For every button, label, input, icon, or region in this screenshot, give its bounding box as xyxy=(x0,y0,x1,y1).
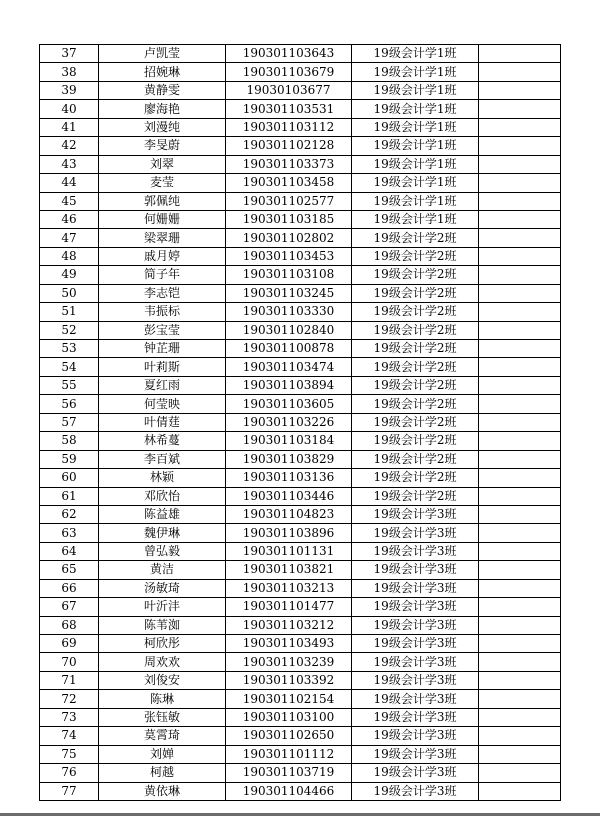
class-name-cell: 19级会计学2班 xyxy=(352,303,479,321)
class-name-cell: 19级会计学3班 xyxy=(352,671,479,689)
class-name-cell: 19级会计学1班 xyxy=(352,174,479,192)
row-number-cell: 53 xyxy=(40,340,99,358)
table-row xyxy=(40,395,561,413)
student-name-cell: 周欢欢 xyxy=(99,653,226,671)
blank-cell xyxy=(479,671,561,689)
table-row xyxy=(40,137,561,155)
row-number-cell: 64 xyxy=(40,542,99,560)
row-number-cell: 50 xyxy=(40,284,99,302)
student-id-cell: 190301103896 xyxy=(226,524,352,542)
row-number-cell: 54 xyxy=(40,358,99,376)
blank-cell xyxy=(479,340,561,358)
blank-cell xyxy=(479,487,561,505)
student-name-cell: 曾弘毅 xyxy=(99,542,226,560)
row-number-cell: 71 xyxy=(40,671,99,689)
class-name-cell: 19级会计学3班 xyxy=(352,598,479,616)
table-row xyxy=(40,635,561,653)
class-name-cell: 19级会计学1班 xyxy=(352,210,479,228)
student-id-cell: 190301103474 xyxy=(226,358,352,376)
table-row xyxy=(40,100,561,118)
row-number-cell: 44 xyxy=(40,174,99,192)
row-number-cell: 59 xyxy=(40,450,99,468)
table-row xyxy=(40,284,561,302)
student-name-cell: 刘婵 xyxy=(99,745,226,763)
table-row xyxy=(40,524,561,542)
class-name-cell: 19级会计学2班 xyxy=(352,487,479,505)
table-row xyxy=(40,247,561,265)
blank-cell xyxy=(479,81,561,99)
class-name-cell: 19级会计学2班 xyxy=(352,450,479,468)
class-name-cell: 19级会计学2班 xyxy=(352,395,479,413)
student-id-cell: 190301103108 xyxy=(226,266,352,284)
student-id-cell: 190301103531 xyxy=(226,100,352,118)
blank-cell xyxy=(479,210,561,228)
student-name-cell: 梁翠珊 xyxy=(99,229,226,247)
student-name-cell: 柯越 xyxy=(99,764,226,782)
blank-cell xyxy=(479,598,561,616)
student-id-cell: 190301103453 xyxy=(226,247,352,265)
blank-cell xyxy=(479,616,561,634)
student-id-cell: 190301103184 xyxy=(226,432,352,450)
class-name-cell: 19级会计学1班 xyxy=(352,118,479,136)
class-name-cell: 19级会计学3班 xyxy=(352,764,479,782)
student-name-cell: 柯欣彤 xyxy=(99,635,226,653)
class-name-cell: 19级会计学2班 xyxy=(352,284,479,302)
blank-cell xyxy=(479,247,561,265)
student-name-cell: 张钰敏 xyxy=(99,708,226,726)
blank-cell xyxy=(479,303,561,321)
blank-cell xyxy=(479,561,561,579)
table-row xyxy=(40,745,561,763)
student-id-cell: 190301102802 xyxy=(226,229,352,247)
student-name-cell: 邓欣怡 xyxy=(99,487,226,505)
student-name-cell: 夏红雨 xyxy=(99,376,226,394)
row-number-cell: 47 xyxy=(40,229,99,247)
table-row xyxy=(40,561,561,579)
row-number-cell: 40 xyxy=(40,100,99,118)
student-id-cell: 190301101477 xyxy=(226,598,352,616)
row-number-cell: 60 xyxy=(40,469,99,487)
class-name-cell: 19级会计学3班 xyxy=(352,579,479,597)
row-number-cell: 70 xyxy=(40,653,99,671)
roster-body xyxy=(40,45,561,801)
student-name-cell: 郭佩纯 xyxy=(99,192,226,210)
student-id-cell: 190301103446 xyxy=(226,487,352,505)
student-name-cell: 李志铠 xyxy=(99,284,226,302)
table-row xyxy=(40,174,561,192)
table-row xyxy=(40,358,561,376)
class-name-cell: 19级会计学1班 xyxy=(352,192,479,210)
table-row xyxy=(40,192,561,210)
class-name-cell: 19级会计学3班 xyxy=(352,708,479,726)
blank-cell xyxy=(479,579,561,597)
student-name-cell: 李百斌 xyxy=(99,450,226,468)
blank-cell xyxy=(479,284,561,302)
table-row xyxy=(40,229,561,247)
blank-cell xyxy=(479,395,561,413)
row-number-cell: 41 xyxy=(40,118,99,136)
blank-cell xyxy=(479,653,561,671)
class-name-cell: 19级会计学2班 xyxy=(352,413,479,431)
row-number-cell: 74 xyxy=(40,727,99,745)
student-name-cell: 何姗姗 xyxy=(99,210,226,228)
row-number-cell: 77 xyxy=(40,782,99,800)
blank-cell xyxy=(479,727,561,745)
row-number-cell: 48 xyxy=(40,247,99,265)
class-name-cell: 19级会计学1班 xyxy=(352,81,479,99)
student-id-cell: 190301103136 xyxy=(226,469,352,487)
student-id-cell: 190301103821 xyxy=(226,561,352,579)
class-name-cell: 19级会计学2班 xyxy=(352,229,479,247)
student-id-cell: 190301103719 xyxy=(226,764,352,782)
student-name-cell: 林希蔓 xyxy=(99,432,226,450)
row-number-cell: 37 xyxy=(40,45,99,63)
student-id-cell: 190301103392 xyxy=(226,671,352,689)
class-name-cell: 19级会计学2班 xyxy=(352,358,479,376)
student-name-cell: 李旻蔚 xyxy=(99,137,226,155)
blank-cell xyxy=(479,413,561,431)
class-name-cell: 19级会计学2班 xyxy=(352,321,479,339)
class-name-cell: 19级会计学3班 xyxy=(352,690,479,708)
row-number-cell: 51 xyxy=(40,303,99,321)
row-number-cell: 43 xyxy=(40,155,99,173)
blank-cell xyxy=(479,505,561,523)
table-row xyxy=(40,505,561,523)
student-id-cell: 190301103679 xyxy=(226,63,352,81)
student-id-cell: 190301103829 xyxy=(226,450,352,468)
blank-cell xyxy=(479,358,561,376)
class-name-cell: 19级会计学3班 xyxy=(352,505,479,523)
table-row xyxy=(40,321,561,339)
student-name-cell: 叶倩莛 xyxy=(99,413,226,431)
row-number-cell: 42 xyxy=(40,137,99,155)
table-row xyxy=(40,579,561,597)
blank-cell xyxy=(479,782,561,800)
student-name-cell: 招婉琳 xyxy=(99,63,226,81)
student-id-cell: 190301103894 xyxy=(226,376,352,394)
student-roster-table xyxy=(39,44,561,801)
student-id-cell: 190301103493 xyxy=(226,635,352,653)
student-id-cell: 190301102128 xyxy=(226,137,352,155)
blank-cell xyxy=(479,432,561,450)
blank-cell xyxy=(479,229,561,247)
class-name-cell: 19级会计学2班 xyxy=(352,340,479,358)
student-id-cell: 190301103185 xyxy=(226,210,352,228)
class-name-cell: 19级会计学1班 xyxy=(352,63,479,81)
student-name-cell: 叶沂沣 xyxy=(99,598,226,616)
row-number-cell: 52 xyxy=(40,321,99,339)
row-number-cell: 58 xyxy=(40,432,99,450)
student-id-cell: 190301103330 xyxy=(226,303,352,321)
row-number-cell: 73 xyxy=(40,708,99,726)
blank-cell xyxy=(479,192,561,210)
row-number-cell: 39 xyxy=(40,81,99,99)
student-id-cell: 190301103212 xyxy=(226,616,352,634)
table-row xyxy=(40,708,561,726)
class-name-cell: 19级会计学3班 xyxy=(352,524,479,542)
blank-cell xyxy=(479,708,561,726)
student-id-cell: 190301103226 xyxy=(226,413,352,431)
table-row xyxy=(40,690,561,708)
student-id-cell: 190301104466 xyxy=(226,782,352,800)
blank-cell xyxy=(479,63,561,81)
class-name-cell: 19级会计学3班 xyxy=(352,782,479,800)
student-id-cell: 190301103458 xyxy=(226,174,352,192)
class-name-cell: 19级会计学3班 xyxy=(352,635,479,653)
table-row xyxy=(40,487,561,505)
table-row xyxy=(40,450,561,468)
student-name-cell: 魏伊琳 xyxy=(99,524,226,542)
student-id-cell: 190301103643 xyxy=(226,45,352,63)
class-name-cell: 19级会计学3班 xyxy=(352,561,479,579)
row-number-cell: 63 xyxy=(40,524,99,542)
row-number-cell: 75 xyxy=(40,745,99,763)
student-name-cell: 叶莉斯 xyxy=(99,358,226,376)
table-row xyxy=(40,469,561,487)
blank-cell xyxy=(479,266,561,284)
row-number-cell: 66 xyxy=(40,579,99,597)
student-id-cell: 190301104823 xyxy=(226,505,352,523)
blank-cell xyxy=(479,174,561,192)
student-name-cell: 戚月婷 xyxy=(99,247,226,265)
blank-cell xyxy=(479,524,561,542)
blank-cell xyxy=(479,764,561,782)
class-name-cell: 19级会计学1班 xyxy=(352,45,479,63)
blank-cell xyxy=(479,321,561,339)
student-name-cell: 林颖 xyxy=(99,469,226,487)
class-name-cell: 19级会计学3班 xyxy=(352,616,479,634)
row-number-cell: 45 xyxy=(40,192,99,210)
student-id-cell: 190301100878 xyxy=(226,340,352,358)
class-name-cell: 19级会计学2班 xyxy=(352,376,479,394)
class-name-cell: 19级会计学3班 xyxy=(352,542,479,560)
student-name-cell: 刘俊安 xyxy=(99,671,226,689)
student-id-cell: 190301101112 xyxy=(226,745,352,763)
student-name-cell: 陈琳 xyxy=(99,690,226,708)
row-number-cell: 56 xyxy=(40,395,99,413)
student-name-cell: 刘漫纯 xyxy=(99,118,226,136)
row-number-cell: 76 xyxy=(40,764,99,782)
blank-cell xyxy=(479,635,561,653)
student-name-cell: 彭宝莹 xyxy=(99,321,226,339)
row-number-cell: 65 xyxy=(40,561,99,579)
student-name-cell: 陈益雄 xyxy=(99,505,226,523)
blank-cell xyxy=(479,118,561,136)
student-id-cell: 190301102577 xyxy=(226,192,352,210)
row-number-cell: 68 xyxy=(40,616,99,634)
row-number-cell: 38 xyxy=(40,63,99,81)
blank-cell xyxy=(479,137,561,155)
student-id-cell: 190301103213 xyxy=(226,579,352,597)
blank-cell xyxy=(479,155,561,173)
student-name-cell: 陈苇洳 xyxy=(99,616,226,634)
student-id-cell: 190301102840 xyxy=(226,321,352,339)
class-name-cell: 19级会计学1班 xyxy=(352,100,479,118)
row-number-cell: 46 xyxy=(40,210,99,228)
student-name-cell: 麦莹 xyxy=(99,174,226,192)
table-row xyxy=(40,155,561,173)
row-number-cell: 49 xyxy=(40,266,99,284)
blank-cell xyxy=(479,690,561,708)
row-number-cell: 55 xyxy=(40,376,99,394)
table-row xyxy=(40,118,561,136)
table-row xyxy=(40,210,561,228)
blank-cell xyxy=(479,45,561,63)
row-number-cell: 62 xyxy=(40,505,99,523)
table-row xyxy=(40,413,561,431)
student-name-cell: 黄依琳 xyxy=(99,782,226,800)
student-name-cell: 黄静雯 xyxy=(99,81,226,99)
class-name-cell: 19级会计学3班 xyxy=(352,727,479,745)
table-row xyxy=(40,376,561,394)
blank-cell xyxy=(479,542,561,560)
table-row xyxy=(40,432,561,450)
class-name-cell: 19级会计学3班 xyxy=(352,745,479,763)
table-row xyxy=(40,653,561,671)
class-name-cell: 19级会计学1班 xyxy=(352,155,479,173)
table-row xyxy=(40,340,561,358)
table-row xyxy=(40,542,561,560)
table-row xyxy=(40,266,561,284)
student-id-cell: 19030103677 xyxy=(226,81,352,99)
student-name-cell: 钟芷珊 xyxy=(99,340,226,358)
student-id-cell: 190301103373 xyxy=(226,155,352,173)
class-name-cell: 19级会计学2班 xyxy=(352,247,479,265)
class-name-cell: 19级会计学2班 xyxy=(352,266,479,284)
student-id-cell: 190301103239 xyxy=(226,653,352,671)
student-name-cell: 汤敏琦 xyxy=(99,579,226,597)
student-id-cell: 190301103100 xyxy=(226,708,352,726)
student-id-cell: 190301103112 xyxy=(226,118,352,136)
table-row xyxy=(40,303,561,321)
table-row xyxy=(40,45,561,63)
student-id-cell: 190301103245 xyxy=(226,284,352,302)
student-name-cell: 何莹映 xyxy=(99,395,226,413)
row-number-cell: 69 xyxy=(40,635,99,653)
student-name-cell: 卢凯莹 xyxy=(99,45,226,63)
row-number-cell: 72 xyxy=(40,690,99,708)
student-name-cell: 韦振标 xyxy=(99,303,226,321)
student-id-cell: 190301102650 xyxy=(226,727,352,745)
class-name-cell: 19级会计学1班 xyxy=(352,137,479,155)
student-id-cell: 190301103605 xyxy=(226,395,352,413)
table-row xyxy=(40,764,561,782)
blank-cell xyxy=(479,745,561,763)
table-row xyxy=(40,727,561,745)
class-name-cell: 19级会计学3班 xyxy=(352,653,479,671)
blank-cell xyxy=(479,450,561,468)
class-name-cell: 19级会计学2班 xyxy=(352,432,479,450)
table-row xyxy=(40,782,561,800)
student-id-cell: 190301101131 xyxy=(226,542,352,560)
table-row xyxy=(40,598,561,616)
class-name-cell: 19级会计学2班 xyxy=(352,469,479,487)
student-name-cell: 莫霄琦 xyxy=(99,727,226,745)
row-number-cell: 61 xyxy=(40,487,99,505)
row-number-cell: 67 xyxy=(40,598,99,616)
blank-cell xyxy=(479,100,561,118)
table-row xyxy=(40,81,561,99)
row-number-cell: 57 xyxy=(40,413,99,431)
student-name-cell: 简子年 xyxy=(99,266,226,284)
student-name-cell: 刘翠 xyxy=(99,155,226,173)
table-row xyxy=(40,616,561,634)
blank-cell xyxy=(479,376,561,394)
student-id-cell: 190301102154 xyxy=(226,690,352,708)
blank-cell xyxy=(479,469,561,487)
table-row xyxy=(40,671,561,689)
student-name-cell: 黄洁 xyxy=(99,561,226,579)
table-row xyxy=(40,63,561,81)
student-name-cell: 廖海艳 xyxy=(99,100,226,118)
